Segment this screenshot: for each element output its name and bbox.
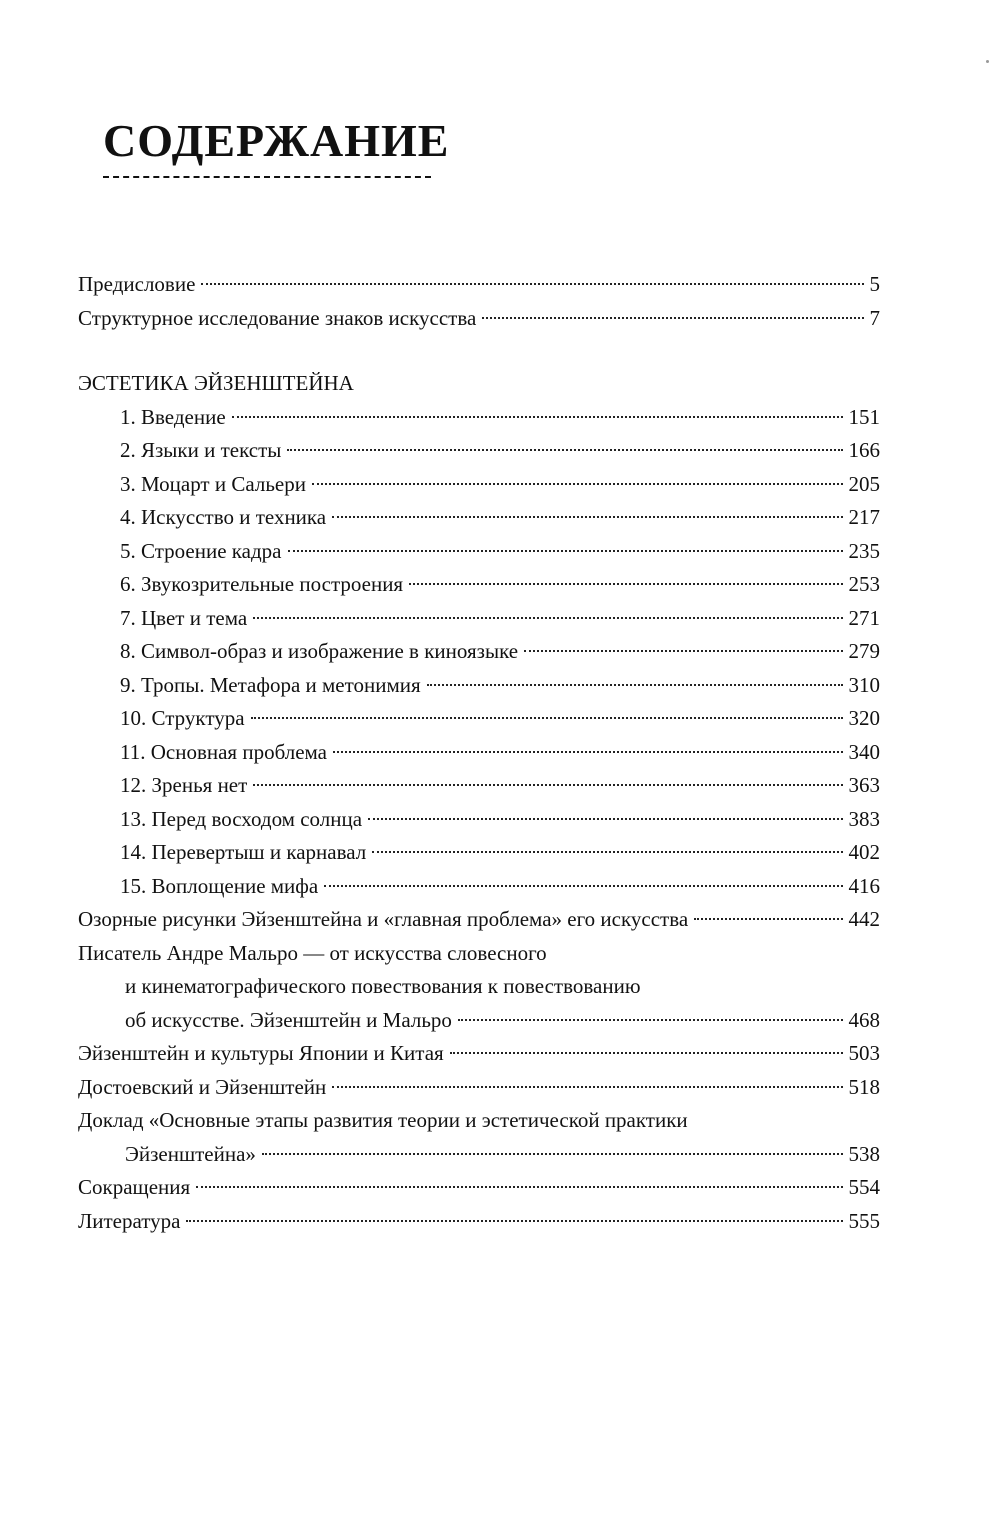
toc-entry-label: об искусстве. Эйзенштейн и Мальро: [125, 1007, 452, 1032]
dot-leader: [409, 583, 842, 585]
toc-entry-page: 416: [848, 873, 880, 898]
toc-entry-japan-china: [78, 1037, 880, 1071]
toc-chapter: [78, 669, 880, 703]
toc-chapter: [78, 434, 880, 468]
toc-chapter: [78, 736, 880, 770]
toc-entry-label: 9. Тропы. Метафора и метонимия: [120, 672, 421, 697]
dot-leader: [332, 1086, 842, 1088]
toc-entry-label: 14. Перевертыш и карнавал: [120, 840, 367, 864]
toc-entry-page: 217: [848, 505, 880, 529]
dot-leader: [253, 617, 842, 619]
toc-chapter: [78, 836, 880, 870]
toc-entry-page: 205: [848, 471, 880, 496]
dot-leader: [427, 684, 843, 686]
section-title-text: ЭСТЕТИКА ЭЙЗЕНШТЕЙНА: [78, 371, 354, 395]
toc-entry-page: 555: [848, 1208, 880, 1233]
toc-entry-label: Структурное исследование знаков искусства: [78, 305, 477, 330]
toc-chapter: [78, 568, 880, 602]
toc-entry-page: 503: [848, 1041, 880, 1065]
toc-entry-label: Озорные рисунки Эйзенштейна и «главная проблема» его искусства: [78, 907, 689, 931]
dot-leader: [694, 918, 842, 920]
toc-entry-page: 518: [848, 1074, 880, 1099]
dot-leader: [332, 516, 842, 518]
toc-chapter: [78, 702, 880, 736]
toc-chapter: [78, 769, 880, 803]
toc-entry-page: 340: [848, 739, 880, 764]
dot-leader: [368, 818, 842, 820]
toc-entry-page: 538: [848, 1141, 880, 1166]
page-title: СОДЕРЖАНИЕ: [103, 115, 450, 166]
toc-entry-label: Доклад «Основные этапы развития теории и эстетической практики: [78, 1108, 688, 1132]
toc-entry-page: 383: [848, 806, 880, 831]
toc-entry-page: 235: [848, 538, 880, 563]
toc-entry-label: 2. Языки и тексты: [120, 438, 282, 462]
toc-entry-page: 271: [848, 605, 880, 630]
toc-entry-page: 7: [869, 305, 880, 330]
toc-entry-label: 6. Звукозрительные построения: [120, 572, 404, 596]
dot-leader: [262, 1153, 843, 1155]
dot-leader: [333, 751, 843, 753]
toc-chapter: [78, 635, 880, 669]
dot-leader: [524, 650, 842, 652]
section-title: [78, 367, 880, 401]
toc-entry-page: 310: [848, 672, 880, 697]
toc-entry-malraux-line2: [78, 970, 880, 1004]
toc-entry-label: Предисловие: [78, 272, 196, 296]
toc-entry-label: 8. Символ-образ и изображение в киноязыке: [120, 639, 519, 663]
toc-entry-report-line2: [78, 1138, 880, 1172]
toc-entry-label: 10. Структура: [120, 706, 245, 730]
toc-entry-label: 11. Основная проблема: [120, 739, 327, 764]
toc-entry-abbreviations: [78, 1171, 880, 1205]
toc-entry-drawings: [78, 903, 880, 937]
toc-entry-label: 4. Искусство и техника: [120, 505, 327, 529]
dot-leader: [288, 550, 843, 552]
toc-chapter: [78, 803, 880, 837]
toc-entry-page: 253: [848, 572, 880, 596]
toc-entry-malraux-line1: [78, 937, 880, 971]
toc-entry-page: 363: [848, 773, 880, 797]
toc-entry-page: 279: [848, 639, 880, 663]
toc-chapter: [78, 468, 880, 502]
toc-entry-label: Литература: [78, 1208, 181, 1233]
dot-leader: [287, 449, 842, 451]
toc-chapter: [78, 501, 880, 535]
title-underline: [103, 176, 431, 178]
toc-entry-page: 554: [848, 1175, 880, 1199]
toc-chapter: [78, 535, 880, 569]
dot-leader: [324, 885, 842, 887]
dot-leader: [458, 1019, 843, 1021]
dot-leader: [372, 851, 842, 853]
toc-chapter: [78, 401, 880, 435]
dot-leader: [196, 1186, 842, 1188]
toc-entry-label: 13. Перед восходом солнца: [120, 806, 363, 831]
toc-entry-dostoevsky: [78, 1071, 880, 1105]
toc-entry-label: Эйзенштейн и культуры Японии и Китая: [78, 1041, 444, 1065]
toc-entry-label: Писатель Андре Мальро — от искусства словесного: [78, 940, 547, 965]
table-of-contents: [78, 268, 880, 1238]
toc-entry-label: 1. Введение: [120, 404, 226, 429]
toc-chapter: [78, 870, 880, 904]
toc-entry-page: 442: [848, 907, 880, 931]
toc-entry-label: Эйзенштейна»: [125, 1141, 256, 1166]
toc-entry-label: 15. Воплощение мифа: [120, 873, 319, 898]
scan-speck: [986, 60, 989, 63]
toc-entry-structural: [78, 302, 880, 336]
toc-entry-page: 151: [848, 404, 880, 429]
toc-entry-page: 5: [869, 272, 880, 296]
toc-entry-label: Достоевский и Эйзенштейн: [78, 1074, 327, 1099]
toc-chapter: [78, 602, 880, 636]
toc-entry-page: 166: [848, 438, 880, 462]
dot-leader: [232, 416, 843, 418]
toc-entry-report-line1: [78, 1104, 880, 1138]
toc-entry-malraux-line3: [78, 1004, 880, 1038]
toc-entry-label: 12. Зренья нет: [120, 773, 248, 797]
dot-leader: [251, 717, 843, 719]
dot-leader: [312, 483, 843, 485]
toc-entry-page: 320: [848, 706, 880, 730]
dot-leader: [450, 1052, 843, 1054]
toc-entry-preface: [78, 268, 880, 302]
dot-leader: [482, 317, 863, 319]
dot-leader: [201, 283, 863, 285]
toc-entry-label: 5. Строение кадра: [120, 538, 282, 563]
toc-entry-label: 7. Цвет и тема: [120, 605, 248, 630]
dot-leader: [186, 1220, 842, 1222]
toc-entry-label: Сокращения: [78, 1175, 191, 1199]
toc-entry-page: 468: [848, 1007, 880, 1032]
toc-entry-label: 3. Моцарт и Сальери: [120, 471, 306, 496]
toc-entry-label: и кинематографического повествования к повествованию: [125, 974, 641, 998]
toc-entry-literature: [78, 1205, 880, 1239]
dot-leader: [253, 784, 842, 786]
toc-entry-page: 402: [848, 840, 880, 864]
